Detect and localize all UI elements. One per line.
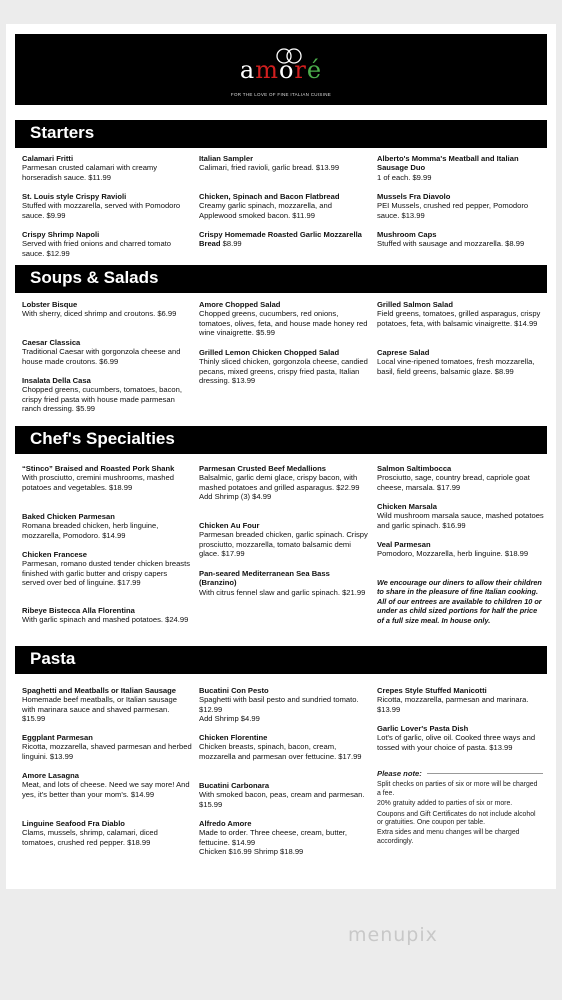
menu-item [377, 540, 547, 559]
menu-item-description: With sherry, diced shrimp and croutons. $6.99 [22, 309, 177, 319]
menu-item-description: Local vine-ripened tomatoes, fresh mozzarella, basil, field greens, balsamic glaze. $8.99 [377, 357, 535, 376]
menu-item-name: Alfredo Amore [199, 819, 252, 828]
logo-letter: a [239, 56, 256, 84]
menu-item-description: Parmesan, romano dusted tender chicken breasts finished with garlic butter and crispy capers served over bed of linguine. $17.99 [22, 559, 190, 588]
menu-item-name: St. Louis style Crispy Ravioli [22, 192, 127, 201]
section-header-chefs-specialties: Chef's Specialties [15, 426, 547, 454]
menu-item [199, 230, 369, 249]
menu-item-name: Chicken Marsala [377, 502, 437, 511]
menu-item-description: Chicken breasts, spinach, bacon, cream, mozzarella and parmesan over fettucine. $17.99 [199, 742, 362, 761]
menu-item-name: Grilled Salmon Salad [377, 300, 453, 309]
menu-item [199, 733, 369, 761]
menu-item-description: Traditional Caesar with gorgonzola cheese and house made croutons. $6.99 [22, 347, 181, 366]
menu-item-name: Amore Chopped Salad [199, 300, 281, 309]
section-header-pasta: Pasta [15, 646, 547, 674]
menu-item-description: Chopped greens, cucumbers, red onions, tomatoes, olives, feta, and house made honey red wine vinaigrette. $5.99 [199, 309, 368, 338]
menu-item-description: Balsalmic, garlic demi glace, crispy bacon, with mashed potatoes and grilled asparagus. $22.99 Add Shrimp (3) $4.99 [199, 473, 360, 502]
menu-item [22, 771, 192, 799]
menu-item-description: Made to order. Three cheese, cream, butter, fettucine. $14.99 Chicken $16.99 Shrimp $18.99 [199, 828, 348, 857]
menu-item-description: Parmesan crusted calamari with creamy horseradish sauce. $11.99 [22, 163, 158, 182]
menu-item-name: Chicken Florentine [199, 733, 268, 742]
menu-item [199, 192, 369, 220]
menu-item [22, 230, 192, 258]
menu-item [22, 300, 192, 319]
menu-item-description: Lot's of garlic, olive oil. Cooked three ways and tossed with your choice of pasta. $13.99 [377, 733, 536, 752]
menu-item-name: Amore Lasagna [22, 771, 79, 780]
menu-item-name: Chicken Francese [22, 550, 87, 559]
menu-item [199, 569, 369, 597]
menu-item [199, 464, 369, 502]
logo-tagline: FOR THE LOVE OF FINE ITALIAN CUISINE [230, 92, 332, 97]
menu-item-name: Bucatini Carbonara [199, 781, 270, 790]
menu-item-name: Parmesan Crusted Beef Medallions [199, 464, 327, 473]
menu-item [377, 724, 547, 752]
menu-item-description: Pomodoro, Mozzarella, herb linguine. $18.99 [377, 549, 529, 559]
menu-item [199, 300, 369, 338]
logo-letter: r [294, 56, 307, 84]
menu-item-description: With citrus fennel slaw and garlic spinach. $21.99 [199, 587, 366, 597]
menu-item-name: Insalata Della Casa [22, 376, 91, 385]
menu-item-description: Creamy garlic spinach, mozzarella, and Applewood smoked bacon. $11.99 [199, 201, 332, 220]
menu-item-name: Crispy Homemade Roasted Garlic Mozzarella Bread [199, 230, 362, 249]
menu-item [377, 300, 547, 328]
menu-item-name: Eggplant Parmesan [22, 733, 93, 742]
menu-item-name: Spaghetti and Meatballs or Italian Sausage [22, 686, 177, 695]
notes-title: Please note: [377, 769, 422, 778]
menu-item-description: Ricotta, mozzarella, shaved parmesan and herbed linguini. $13.99 [22, 742, 192, 761]
menu-item [22, 686, 192, 724]
menu-item [377, 464, 547, 492]
logo-letter: o [278, 56, 295, 84]
menu-item [22, 606, 192, 625]
menu-item-name: Chicken Au Four [199, 521, 260, 530]
menu-item-name: Bucatini Con Pesto [199, 686, 269, 695]
menu-item-name: Grilled Lemon Chicken Chopped Salad [199, 348, 340, 357]
menu-item-description: Stuffed with mozzarella, served with Pomodoro sauce. $9.99 [22, 201, 181, 220]
logo-banner [15, 34, 547, 105]
menu-item-name: Chicken, Spinach and Bacon Flatbread [199, 192, 340, 201]
menu-item-name: Alberto's Momma's Meatball and Italian Sausage Duo [377, 154, 519, 173]
menupix-watermark: menupix [348, 924, 438, 946]
menu-item-description: PEI Mussels, crushed red pepper, Pomodoro sauce. $13.99 [377, 201, 529, 220]
section-header-starters: Starters [15, 120, 547, 148]
menu-item [22, 192, 192, 220]
menu-item-name: Crispy Shrimp Napoli [22, 230, 100, 239]
logo-rings-icon [274, 46, 304, 66]
menu-item-description: 1 of each. $9.99 [377, 172, 432, 182]
menu-item [377, 348, 547, 376]
menu-item-name: Calamari Fritti [22, 154, 74, 163]
section-header-soups-salads: Soups & Salads [15, 265, 547, 293]
menu-item-name: Italian Sampler [199, 154, 254, 163]
menu-item-description: Ricotta, mozzarella, parmesan and marinara. $13.99 [377, 695, 529, 714]
menu-item [199, 781, 369, 809]
note-line: Coupons and Gift Certificates do not include alcohol or gratuities. One coupon per table. [377, 810, 536, 827]
please-note-box [377, 770, 543, 848]
menu-item-description: With garlic spinach and mashed potatoes. $24.99 [22, 615, 189, 625]
menu-item-name: Garlic Lover's Pasta Dish [377, 724, 469, 733]
menu-item-description: Romana breaded chicken, herb linguine, mozzarella, Pomodoro. $14.99 [22, 521, 159, 540]
menu-item [377, 230, 547, 249]
menu-item-name: Baked Chicken Parmesan [22, 512, 115, 521]
note-line: 20% gratuity added to parties of six or more. [377, 800, 513, 808]
menu-item-description: Parmesan breaded chicken, garlic spinach. Crispy prosciutto, mozzarella, tomato balsamic demi glace. $17.99 [199, 530, 368, 559]
menu-item-name: Caprese Salad [377, 348, 430, 357]
menu-item-description: $8.99 [222, 239, 242, 249]
menu-item-description: Clams, mussels, shrimp, calamari, diced tomatoes, crushed red pepper. $18.99 [22, 828, 158, 847]
menu-item [22, 512, 192, 540]
logo-letter: é [306, 56, 323, 84]
menu-item-name: Crepes Style Stuffed Manicotti [377, 686, 487, 695]
menu-item-name: Linguine Seafood Fra Diablo [22, 819, 125, 828]
menu-item-description: Calimari, fried ravioli, garlic bread. $13.99 [199, 163, 340, 173]
menu-item [22, 550, 192, 588]
menu-item-description: Field greens, tomatoes, grilled asparagus, crispy potatoes, feta, with balsamic vinaigrette. $14.99 [377, 309, 541, 328]
menu-item [199, 154, 369, 173]
menu-item [377, 154, 547, 182]
menu-item-description: With prosciutto, cremini mushrooms, mashed potatoes and vegetables. $18.99 [22, 473, 174, 492]
menu-item-name: Ribeye Bistecca Alla Florentina [22, 606, 135, 615]
menu-item-description: Chopped greens, cucumbers, tomatoes, bacon, crispy fried pasta with house made parmesan ranch dressing. $5.99 [22, 385, 182, 414]
menu-item [22, 819, 192, 847]
note-line: Extra sides and menu changes will be charged accordingly. [377, 829, 520, 845]
menu-item-description: Homemade beef meatballs, or Italian sausage with marinara sauce and shaved parmesan. $15.99 [22, 695, 177, 724]
menu-item [22, 733, 192, 761]
menu-item [199, 521, 369, 559]
menu-item-name: Mushroom Caps [377, 230, 437, 239]
menu-item-description: Stuffed with sausage and mozzarella. $8.99 [377, 239, 525, 249]
menu-item-name: Lobster Bisque [22, 300, 78, 309]
menu-item [22, 464, 192, 492]
menu-item-description: Thinly sliced chicken, gorgonzola cheese, candied pecans, mixed greens, crispy fried pasta, Italian dressing. $13.99 [199, 357, 368, 386]
menu-item-description: Meat, and lots of cheese. Need we say more! And yes, it's better than your mom's. $14.99 [22, 780, 190, 799]
logo-letter: m [255, 56, 279, 84]
menu-item-description: Spaghetti with basil pesto and sundried tomato. $12.99 Add Shrimp $4.99 [199, 695, 359, 724]
children-note: We encourage our diners to allow their children to share in the pleasure of fine Italian cooking. All of our entrees are available to children 10 or under as child sized portions for half the price of a full size meal. In house only. [377, 578, 542, 625]
menu-item [22, 376, 192, 414]
menu-item-description: Wild mushroom marsala sauce, mashed potatoes and garlic spinach. $16.99 [377, 511, 544, 530]
menu-item-description: Served with fried onions and charred tomato sauce. $12.99 [22, 239, 172, 258]
menu-item [377, 502, 547, 530]
menu-item-description: Prosciutto, sage, country bread, capriole goat cheese, marsala. $17.99 [377, 473, 530, 492]
menu-item [377, 192, 547, 220]
menu-item-name: Veal Parmesan [377, 540, 431, 549]
menu-item [22, 154, 192, 182]
menu-item-description: With smoked bacon, peas, cream and parmesan. $15.99 [199, 790, 365, 809]
menu-item [199, 819, 369, 857]
menu-item-name: Pan-seared Mediterranean Sea Bass (Branzino) [199, 569, 330, 588]
menu-item-name: Caesar Classica [22, 338, 81, 347]
note-line: Split checks on parties of six or more will be charged a fee. [377, 781, 538, 797]
amore-logo [15, 48, 547, 97]
menu-item [199, 686, 369, 724]
menu-item [199, 348, 369, 386]
menu-item [377, 686, 547, 714]
notes-divider [427, 773, 543, 774]
menu-item-name: “Stinco” Braised and Roasted Pork Shank [22, 464, 175, 473]
menu-item-name: Mussels Fra Diavolo [377, 192, 451, 201]
menu-item [22, 338, 192, 366]
menu-item-name: Salmon Saltimbocca [377, 464, 452, 473]
